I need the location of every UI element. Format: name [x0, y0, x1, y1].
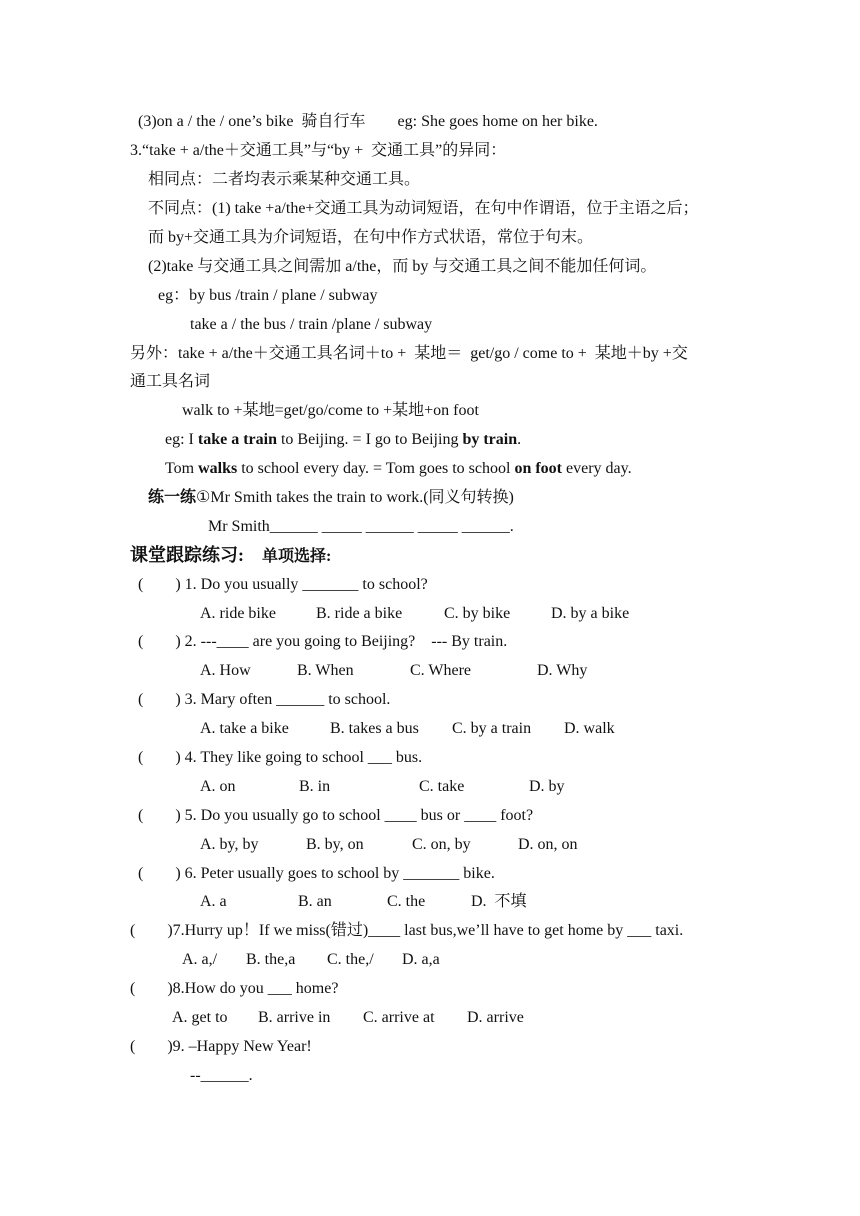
question-option: B. the,a: [246, 951, 296, 968]
text-line: (3)on a / the / one’s bike 骑自行车 eg: She goes home on her bike.: [138, 113, 598, 130]
question-option: C. arrive at: [363, 1009, 435, 1026]
text-line: (2)take 与交通工具之间需加 a/the，而 by 与交通工具之间不能加任何词。: [148, 258, 657, 275]
example-bold: by train: [462, 431, 518, 448]
practice-text: ①Mr Smith takes the train to work.(同义句转换): [196, 489, 514, 506]
question-option: A. take a bike: [200, 720, 289, 737]
question-option: --______.: [190, 1067, 253, 1084]
question-stem: ( )9. –Happy New Year!: [130, 1038, 312, 1055]
question-option: C. take: [419, 778, 465, 795]
example-bold: walks: [198, 460, 238, 477]
question-stem: ( ) 1. Do you usually _______ to school?: [138, 576, 428, 593]
section-title: [130, 545, 331, 567]
question-option: D. 不填: [471, 893, 527, 910]
question-stem: ( ) 6. Peter usually goes to school by _______ bike.: [138, 865, 495, 882]
example-bold: take a train: [197, 431, 277, 448]
section-subtitle: 单项选择:: [262, 548, 332, 565]
question-option: D. on, on: [518, 836, 578, 853]
example-line: [165, 430, 521, 450]
question-option: A. How: [200, 662, 251, 679]
question-stem: ( ) 5. Do you usually go to school ____ bus or ____ foot?: [138, 807, 534, 824]
text-line: 通工具名词: [130, 373, 211, 390]
question-option: A. a,/: [182, 951, 218, 968]
question-option: B. When: [297, 662, 354, 679]
practice-line: [148, 488, 514, 508]
question-option: C. the,/: [327, 951, 374, 968]
example-text: eg: I: [165, 431, 198, 448]
text-line: take a / the bus / train /plane / subway: [190, 316, 433, 333]
example-text: to Beijing. = I go to Beijing: [276, 431, 463, 448]
example-text: Tom: [165, 460, 199, 477]
question-stem: ( )8.How do you ___ home?: [130, 980, 339, 997]
practice-label: 练一练: [148, 489, 197, 506]
question-option: A. by, by: [200, 836, 259, 853]
question-option: B. in: [299, 778, 331, 795]
question-option: D. by a bike: [551, 605, 630, 622]
question-stem: ( ) 4. They like going to school ___ bus.: [138, 749, 423, 766]
question-option: B. by, on: [306, 836, 364, 853]
question-option: D. a,a: [402, 951, 440, 968]
question-option: A. get to: [172, 1009, 228, 1026]
example-text: every day.: [562, 460, 632, 477]
question-option: B. takes a bus: [330, 720, 419, 737]
text-line: 而 by+交通工具为介词短语，在句中作方式状语，常位于句末。: [148, 229, 594, 246]
text-line: 相同点：二者均表示乘某种交通工具。: [148, 171, 421, 188]
question-option: D. Why: [537, 662, 588, 679]
example-text: to school every day. = Tom goes to school: [237, 460, 515, 477]
question-option: B. arrive in: [258, 1009, 331, 1026]
text-line: walk to +某地=get/go/come to +某地+on foot: [182, 402, 479, 419]
text-line: eg：by bus /train / plane / subway: [158, 287, 378, 304]
section-title-text: 课堂跟踪练习:: [130, 545, 244, 565]
question-option: C. by bike: [444, 605, 511, 622]
text-line: 不同点：(1) take +a/the+交通工具为动词短语，在句中作谓语，位于主语之后；: [148, 200, 699, 217]
question-option: B. an: [298, 893, 332, 910]
question-option: B. ride a bike: [316, 605, 403, 622]
example-bold: on foot: [514, 460, 562, 477]
question-option: D. by: [529, 778, 565, 795]
example-line: [165, 459, 632, 479]
question-option: A. a: [200, 893, 227, 910]
question-stem: ( ) 3. Mary often ______ to school.: [138, 691, 391, 708]
text-line: 另外：take + a/the＋交通工具名词＋to + 某地＝ get/go / come to + 某地＋by +交: [130, 345, 688, 362]
question-stem: ( ) 2. ---____ are you going to Beijing? --- By train.: [138, 633, 508, 650]
question-option: C. Where: [410, 662, 472, 679]
practice-answer: Mr Smith______ _____ ______ _____ ______.: [208, 518, 514, 535]
question-option: D. arrive: [467, 1009, 524, 1026]
text-line: 3.“take + a/the＋交通工具”与“by + 交通工具”的异同：: [130, 142, 507, 159]
question-option: D. walk: [564, 720, 615, 737]
question-option: A. ride bike: [200, 605, 276, 622]
example-text: .: [517, 431, 522, 448]
question-option: C. by a train: [452, 720, 532, 737]
question-option: A. on: [200, 778, 236, 795]
question-option: C. on, by: [412, 836, 471, 853]
question-stem: ( )7.Hurry up！If we miss(错过)____ last bus,we’ll have to get home by ___ taxi.: [130, 922, 684, 939]
question-option: C. the: [387, 893, 426, 910]
